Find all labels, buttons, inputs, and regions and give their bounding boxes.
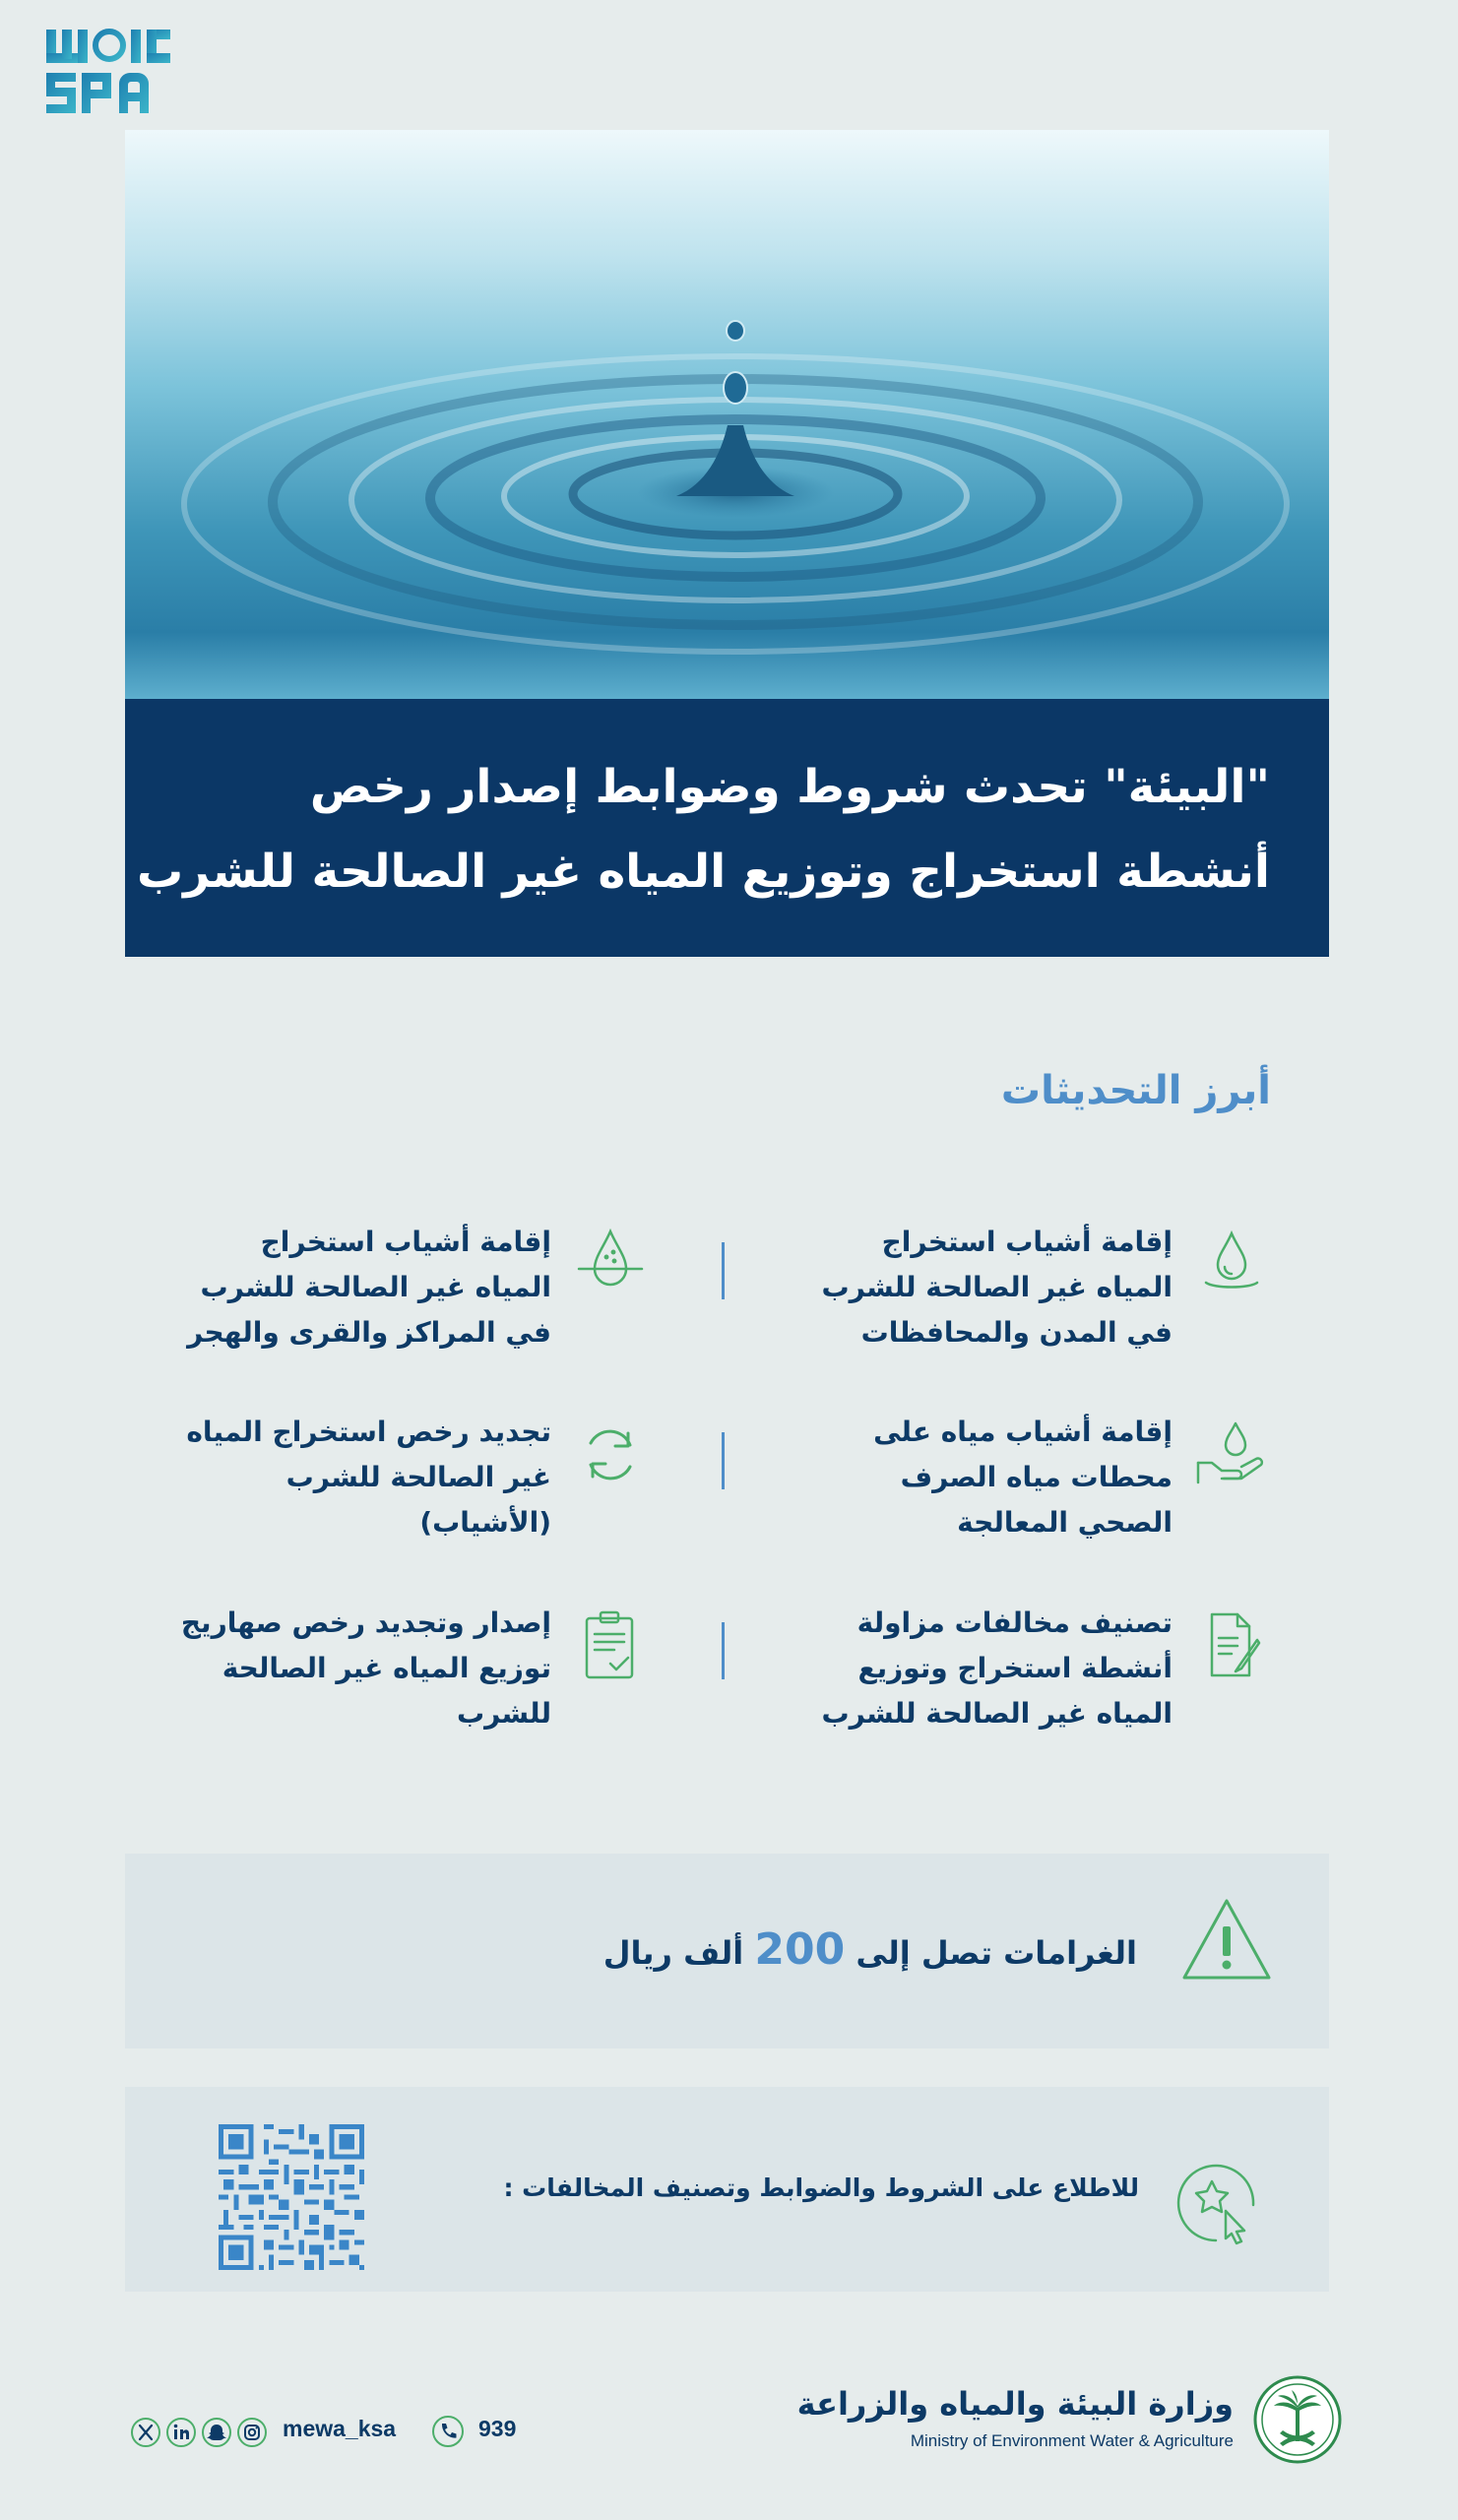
- warning-icon: [1178, 1895, 1275, 1984]
- qr-instruction-text: للاطلاع على الشروط والضوابط وتصنيف المخالفات :: [503, 2174, 1139, 2202]
- water-ripple-illustration: [125, 130, 1329, 701]
- social-handle: mewa_ksa: [283, 2416, 397, 2441]
- title-line-1: "البيئة" تحدث شروط وضوابط إصدار رخص: [309, 760, 1270, 814]
- click-star-icon: [1171, 2156, 1269, 2254]
- feature-item: [798, 1226, 1271, 1393]
- ministry-name-ar: وزارة البيئة والمياه والزراعة: [796, 2385, 1234, 2423]
- phone-icon: [430, 2414, 466, 2449]
- feature-text: إقامة أشياب مياه على محطات مياه الصرف الصحي المعالجة: [873, 1416, 1173, 1539]
- feature-item: [798, 1416, 1271, 1583]
- column-divider: [722, 1242, 725, 1299]
- column-divider: [722, 1432, 725, 1489]
- feature-text: إصدار وتجديد رخص صهاريج توزيع المياه غير الصالحة للشرب: [180, 1606, 551, 1730]
- ministry-name-en: Ministry of Environment Water & Agriculture: [910, 2431, 1234, 2450]
- hand-drop-icon: [1192, 1416, 1271, 1494]
- title-band: [125, 699, 1329, 957]
- feature-item: [177, 1416, 650, 1583]
- water-drop-icon: [1192, 1226, 1271, 1304]
- spa-logo: [44, 28, 172, 116]
- renew-icon: [571, 1416, 650, 1494]
- feature-item: [798, 1606, 1271, 1774]
- fine-amount: 200: [754, 1924, 846, 1975]
- drop-level-icon: [571, 1226, 650, 1304]
- qr-box: [125, 2087, 1329, 2292]
- snapchat-icon[interactable]: [201, 2417, 232, 2448]
- instagram-icon[interactable]: [236, 2417, 268, 2448]
- feature-item: [177, 1606, 650, 1774]
- x-twitter-icon[interactable]: [130, 2417, 161, 2448]
- fine-text: [603, 1924, 1137, 1975]
- fine-suffix: ألف ريال: [602, 1934, 744, 1972]
- feature-text: إقامة أشياب استخراج المياه غير الصالحة للشرب في المراكز والقرى والهجر: [187, 1226, 551, 1349]
- fine-prefix: الغرامات تصل إلى: [856, 1934, 1137, 1972]
- fine-box: [125, 1854, 1329, 2048]
- document-pen-icon: [1192, 1606, 1271, 1685]
- qr-code[interactable]: [219, 2124, 364, 2270]
- feature-text: إقامة أشياب استخراج المياه غير الصالحة للشرب في المدن والمحافظات: [821, 1226, 1173, 1349]
- ministry-emblem-icon: [1252, 2374, 1343, 2465]
- phone-number: 939: [478, 2416, 517, 2441]
- feature-text: تجديد رخص استخراج المياه غير الصالحة للشرب (الأشياب): [186, 1416, 551, 1539]
- section-title: أبرز التحديثات: [1000, 1068, 1271, 1113]
- feature-text: تصنيف مخالفات مزاولة أنشطة استخراج وتوزيع المياه غير الصالحة للشرب: [821, 1606, 1173, 1730]
- linkedin-icon[interactable]: [165, 2417, 197, 2448]
- feature-item: [177, 1226, 650, 1393]
- title-line-2: أنشطة استخراج وتوزيع المياه غير الصالحة للشرب: [136, 845, 1270, 899]
- clipboard-check-icon: [571, 1606, 650, 1685]
- hero-water-image: [125, 130, 1329, 701]
- column-divider: [722, 1622, 725, 1679]
